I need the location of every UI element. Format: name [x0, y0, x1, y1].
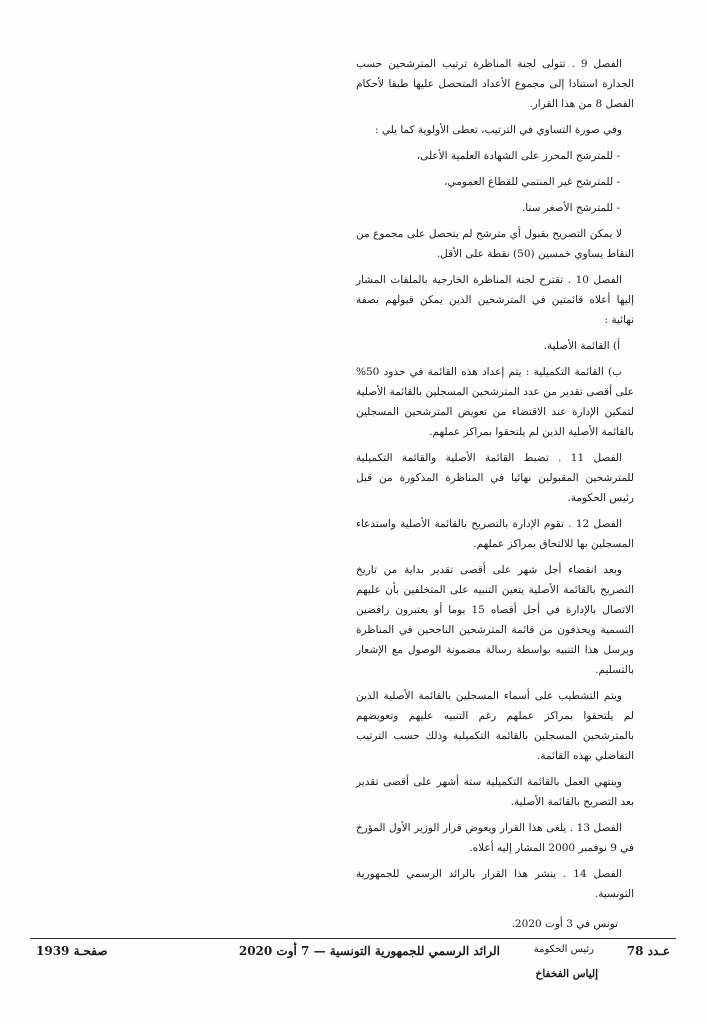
page-footer: [30, 944, 676, 968]
article-9: الفصل 9 . تتولى لجنة المناظرة ترتيب المترشحين حسب الجدارة استنادا إلى مجموع الأعداد المتحصل عليها طبقا لأحكام الفصل 8 من هذا القرار.: [356, 58, 634, 110]
replacement-paragraph: ويتم التشطيب على أسماء المسجلين بالقائمة الأصلية الذين لم يلتحقوا بمراكز عملهم رغم التنبيه عليهم وتعويضهم بالمترشحين المسجلين بالقائمة التكميلية وذلك حسب الترتيب التفاضلي بهذه القائمة.: [356, 690, 634, 762]
article-11: الفصل 11 . تضبط القائمة الأصلية والقائمة التكميلية للمترشحين المقبولين نهائيا في المناظرة المذكورة من قبل رئيس الحكومة.: [356, 452, 634, 504]
issue-number: عـدد 78: [626, 944, 670, 958]
article-12: الفصل 12 . تقوم الإدارة بالتصريح بالقائمة الأصلية واستدعاء المسجلين بها للالتحاق بمراكز عملهم.: [356, 518, 634, 550]
page-number: صفحـة 1939: [36, 944, 108, 958]
expiry-paragraph: وينتهي العمل بالقائمة التكميلية ستة أشهر على أقصى تقدير بعد التصريح بالقائمة الأصلية.: [356, 776, 634, 808]
supplementary-list-item: ب) القائمة التكميلية : يتم إعداد هذه القائمة في حدود 50% على أقصى تقدير من عدد المترشحين المسجلين بالقائمة الأصلية لتمكين الإدارة عند الاقتضاء من تعويض المترشحين المسجلين بالقائمة الأصلية الذين لم يلتحقوا بمراكز عملهم.: [356, 366, 634, 438]
article-10: الفصل 10 . تقترح لجنة المناظرة الخارجية بالملفات المشار إليها أعلاه قائمتين في المترشحين الذين يمكن قبولهم بصفة نهائية :: [356, 274, 634, 326]
journal-title: الرائد الرسمي للجمهورية التونسية — 7 أوت 2020: [238, 944, 500, 958]
priority-item-1: - للمترشح المحرز على الشهادة العلمية الأعلى،: [416, 150, 620, 162]
minimum-score-paragraph: لا يمكن التصريح بقبول أي مترشح لم يتحصل على مجموع من النقاط يساوي خمسين (50) نقطة على الأقل.: [356, 228, 634, 260]
signature-title: رئيس الحكومة: [533, 944, 594, 955]
article-13: الفصل 13 . يلغى هذا القرار ويعوض قرار الوزير الأول المؤرخ في 9 نوفمبر 2000 المشار إليه أعلاه.: [356, 822, 634, 854]
priority-item-2: - للمترشح غير المنتمي للقطاع العمومي،: [444, 176, 620, 188]
priority-item-3: - للمترشح الأصغر سنا.: [521, 202, 620, 214]
notice-paragraph: وبعد انقضاء أجل شهر على أقصى تقدير بداية من تاريخ التصريح بالقائمة الأصلية يتعين التنبيه على المتخلفين بأن عليهم الاتصال بالإدارة في أجل أقصاه 15 يوما أو يعتبرون رافضين التسمية ويحذفون من قائمة المترشحين الناجحين في المناظرة ويرسل هذا التنبيه بواسطة رسالة مضمونة الوصول مع الإشعار بالتسليم.: [356, 564, 634, 676]
article-14: الفصل 14 . ينشر هذا القرار بالرائد الرسمي للجمهورية التونسية.: [356, 868, 634, 900]
document-body: [356, 54, 634, 990]
footer-divider: [30, 938, 676, 939]
tie-break-intro: وفي صورة التساوي في الترتيب، تعطى الأولوية كما يلي :: [374, 124, 622, 136]
original-list-item: أ) القائمة الأصلية.: [543, 340, 620, 352]
date-line: تونس في 3 أوت 2020.: [511, 918, 618, 930]
signature-name: إلياس الفخفاخ: [535, 968, 598, 980]
